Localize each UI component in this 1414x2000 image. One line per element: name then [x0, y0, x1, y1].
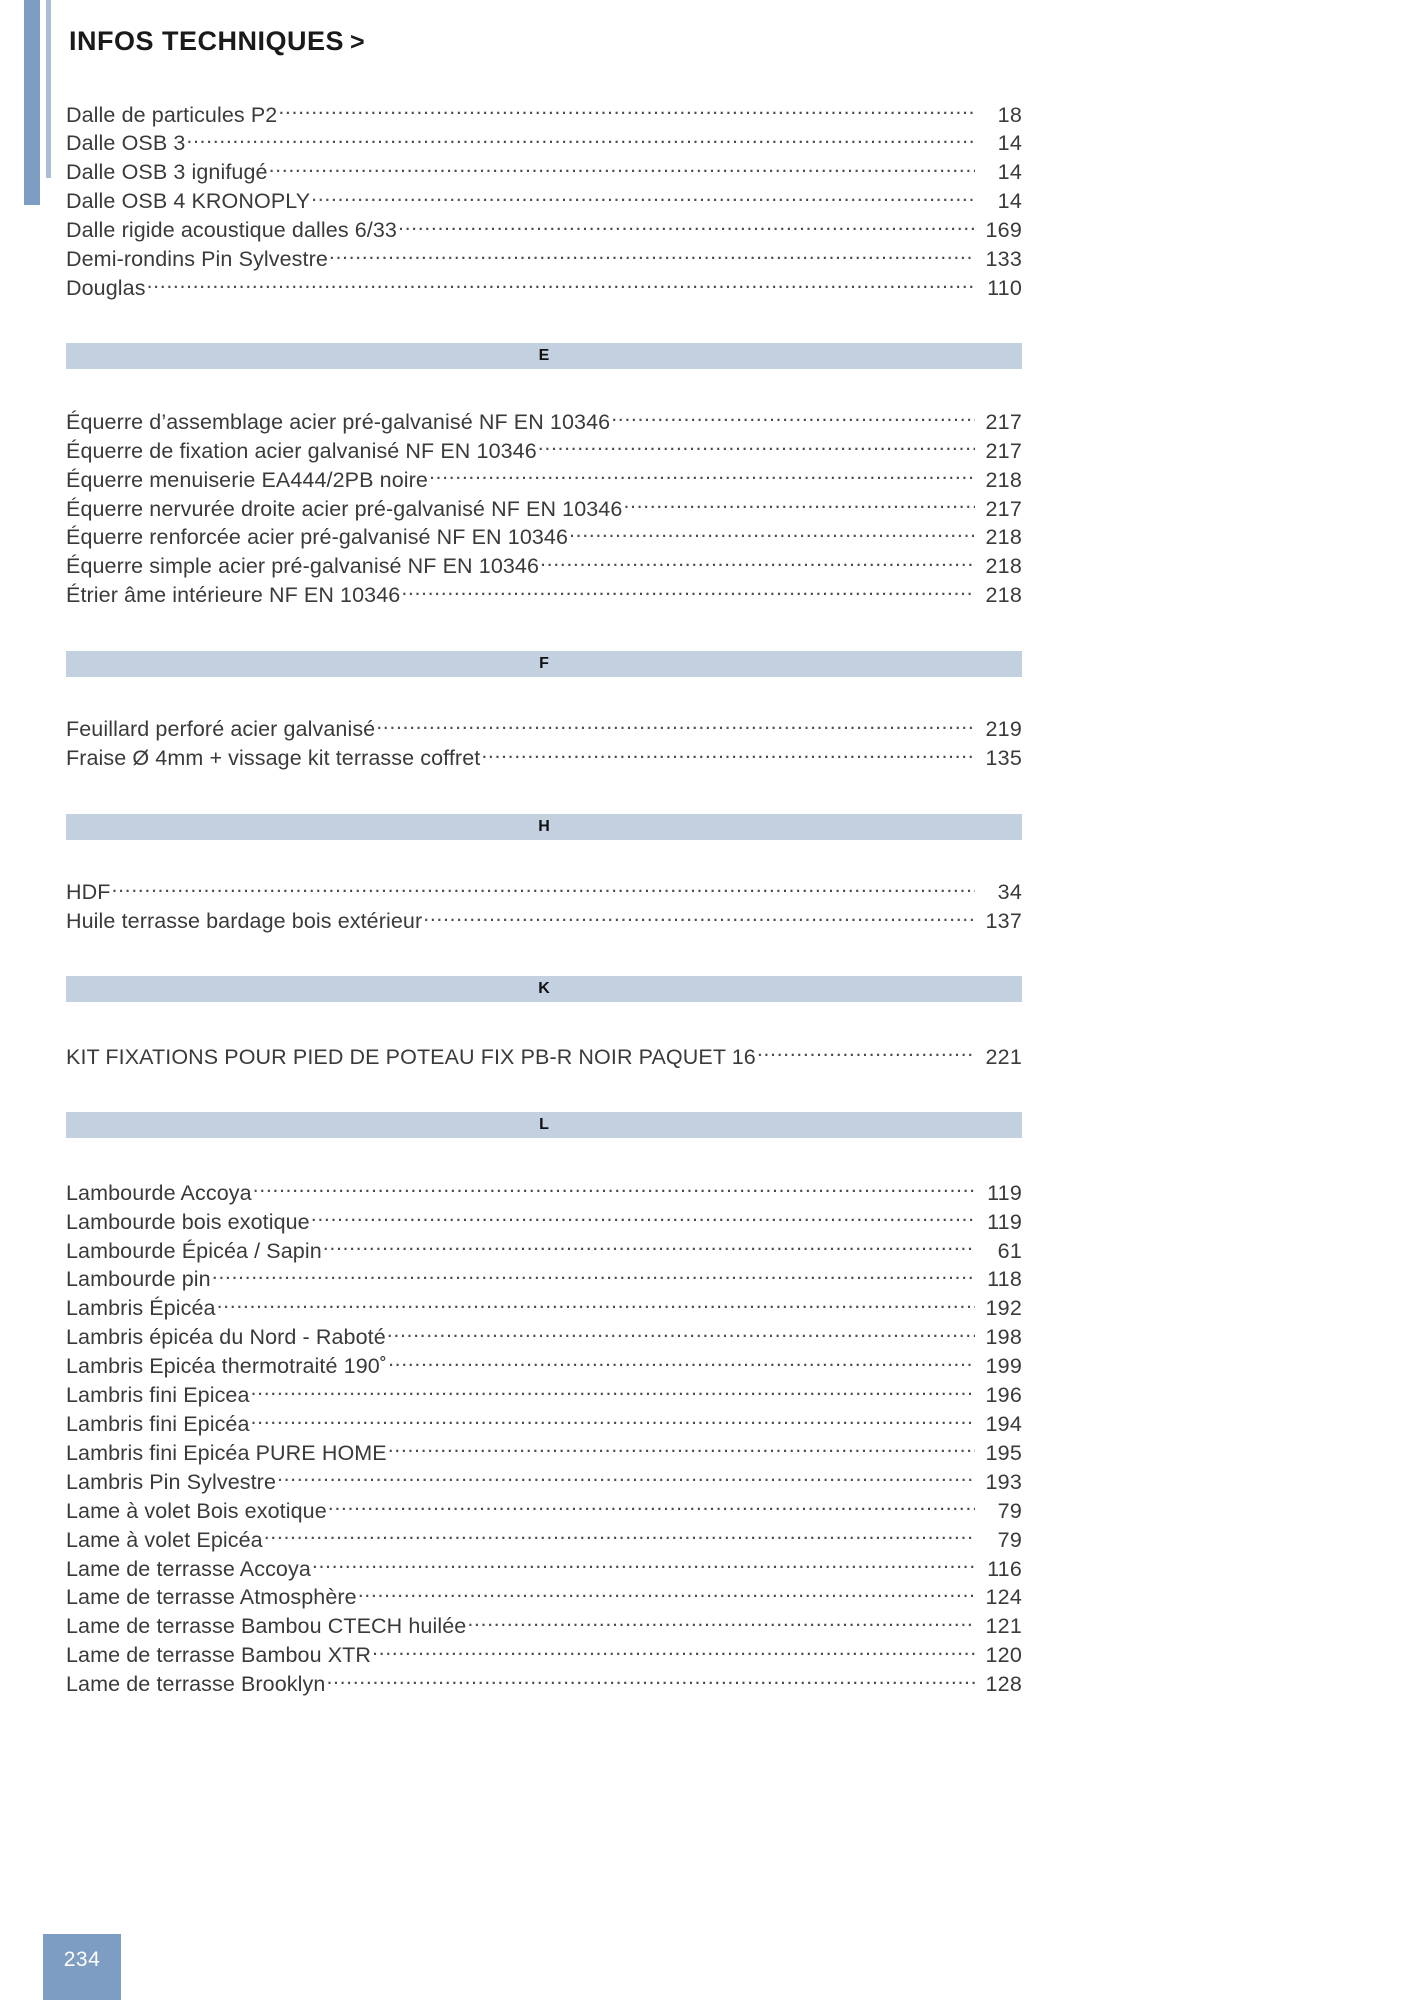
toc-entry-page-number: 218 — [985, 467, 1022, 492]
toc-entry[interactable] — [66, 581, 1022, 610]
toc-entry[interactable] — [66, 1554, 1022, 1583]
toc-entry-label: Lame de terrasse Accoya — [66, 1556, 311, 1581]
toc-entry-label: Lambris fini Epicea — [66, 1383, 250, 1408]
toc-entry[interactable] — [66, 1323, 1022, 1352]
toc-entry-label: Lame à volet Epicéa — [66, 1527, 263, 1552]
toc-entry-page-number: 119 — [987, 1180, 1022, 1205]
toc-entry-label: Lambris Epicéa thermotraité 190˚ — [66, 1354, 388, 1379]
toc-entry-page-number: 218 — [985, 525, 1022, 550]
entry-group — [66, 407, 1022, 609]
toc-entry[interactable] — [66, 906, 1022, 935]
toc-entry-label: Demi-rondins Pin Sylvestre — [66, 247, 328, 272]
toc-entry-dot-leader — [467, 1612, 975, 1634]
toc-entry-dot-leader — [757, 1042, 975, 1064]
toc-entry[interactable] — [66, 1236, 1022, 1265]
section-spacer — [66, 773, 1356, 814]
toc-entry-dot-leader — [277, 1467, 975, 1489]
toc-entry-dot-leader — [481, 744, 975, 766]
toc-entry-dot-leader — [278, 100, 975, 122]
toc-entry-page-number: 128 — [985, 1672, 1022, 1697]
toc-entry-page-number: 119 — [987, 1209, 1022, 1234]
toc-entry[interactable] — [66, 715, 1022, 744]
toc-entry[interactable] — [66, 1409, 1022, 1438]
toc-entry-label: Lame de terrasse Brooklyn — [66, 1672, 326, 1697]
toc-entry-dot-leader — [326, 1670, 975, 1692]
toc-entry[interactable] — [66, 1583, 1022, 1612]
toc-entry-page-number: 193 — [985, 1469, 1022, 1494]
toc-entry-dot-leader — [312, 1554, 975, 1576]
toc-entry-dot-leader — [376, 715, 975, 737]
toc-entry-label: Dalle rigide acoustique dalles 6/33 — [66, 218, 397, 243]
toc-entry[interactable] — [66, 216, 1022, 245]
toc-entry[interactable] — [66, 187, 1022, 216]
toc-entry-dot-leader — [540, 552, 975, 574]
toc-entry-label: Lame à volet Bois exotique — [66, 1498, 327, 1523]
toc-entry-dot-leader — [569, 523, 975, 545]
toc-entry[interactable] — [66, 1178, 1022, 1207]
toc-entry-dot-leader — [329, 245, 975, 267]
toc-entry-label: Lambourde Épicéa / Sapin — [66, 1238, 322, 1263]
section-spacer — [66, 369, 1356, 407]
toc-entry-page-number: 14 — [997, 189, 1022, 214]
toc-entry-label: HDF — [66, 880, 111, 904]
toc-entry-label: Équerre simple acier pré-galvanisé NF EN 10346 — [66, 554, 540, 579]
toc-entry-page-number: 218 — [985, 583, 1022, 608]
toc-entry-page-number: 121 — [985, 1614, 1022, 1639]
entry-group — [66, 1042, 1022, 1071]
section-spacer — [66, 840, 1356, 878]
toc-entry[interactable] — [66, 1352, 1022, 1381]
toc-entry-label: Douglas — [66, 275, 146, 300]
toc-entry-page-number: 221 — [985, 1044, 1022, 1069]
toc-entry-page-number: 169 — [985, 218, 1022, 243]
toc-entry-page-number: 198 — [985, 1325, 1022, 1350]
toc-entry-page-number: 217 — [985, 438, 1022, 463]
toc-entry-page-number: 196 — [985, 1383, 1022, 1408]
toc-entry[interactable] — [66, 1612, 1022, 1641]
toc-entry-dot-leader — [217, 1294, 975, 1316]
toc-entry[interactable] — [66, 1438, 1022, 1467]
toc-entry-page-number: 79 — [997, 1527, 1022, 1552]
toc-entry-label: Lambourde bois exotique — [66, 1209, 310, 1234]
toc-entry-page-number: 218 — [985, 554, 1022, 579]
toc-entry-dot-leader — [388, 1352, 975, 1374]
letter-section-header-h — [66, 814, 1022, 840]
toc-entry-label: Dalle OSB 3 — [66, 131, 186, 156]
toc-entry-label: Étrier âme intérieure NF EN 10346 — [66, 583, 401, 608]
toc-entry[interactable] — [66, 158, 1022, 187]
footer-page-number: 234 — [63, 1948, 101, 1971]
toc-entry-label: Lambourde pin — [66, 1267, 211, 1292]
toc-entry-dot-leader — [401, 581, 975, 603]
toc-entry-dot-leader — [323, 1236, 975, 1258]
toc-entry-dot-leader — [388, 1438, 975, 1460]
toc-entry[interactable] — [66, 273, 1022, 302]
toc-entry-page-number: 217 — [985, 409, 1022, 434]
toc-entry[interactable] — [66, 494, 1022, 523]
toc-entry-label: Équerre menuiserie EA444/2PB noire — [66, 467, 428, 492]
entry-group — [66, 1178, 1022, 1698]
section-spacer — [66, 935, 1356, 976]
toc-entry-label: Feuillard perforé acier galvanisé — [66, 717, 376, 742]
toc-entry-label: Équerre nervurée droite acier pré-galvanisé NF EN 10346 — [66, 496, 623, 521]
toc-entry[interactable] — [66, 1496, 1022, 1525]
toc-entry[interactable] — [66, 1207, 1022, 1236]
letter-section-label: H — [538, 817, 550, 835]
footer-page-number-badge — [43, 1934, 121, 2000]
toc-entry-page-number: 192 — [985, 1296, 1022, 1321]
toc-entry-dot-leader — [429, 465, 975, 487]
letter-section-label: K — [538, 980, 550, 998]
toc-entry[interactable] — [66, 465, 1022, 494]
toc-entry[interactable] — [66, 1042, 1022, 1071]
toc-entry[interactable] — [66, 744, 1022, 773]
entry-group — [66, 878, 1022, 936]
toc-entry-page-number: 137 — [985, 908, 1022, 933]
toc-entry-page-number: 118 — [987, 1267, 1022, 1292]
toc-entry[interactable] — [66, 523, 1022, 552]
toc-entry-label: Lambourde Accoya — [66, 1180, 252, 1205]
toc-entry-dot-leader — [387, 1323, 975, 1345]
toc-entry-label: Lame de terrasse Atmosphère — [66, 1585, 357, 1610]
toc-entry[interactable] — [66, 1265, 1022, 1294]
toc-entry-label: Lambris fini Epicéa PURE HOME — [66, 1440, 387, 1465]
letter-section-label: E — [538, 347, 550, 365]
letter-section-label: F — [539, 654, 549, 672]
toc-entry-page-number: 124 — [985, 1585, 1022, 1610]
toc-entry-dot-leader — [398, 216, 975, 238]
toc-entry-page-number: 194 — [985, 1411, 1022, 1436]
toc-entry-dot-leader — [328, 1496, 975, 1518]
toc-entry-label: Équerre de fixation acier galvanisé NF EN 10346 — [66, 438, 537, 463]
toc-entry-label: Lambris épicéa du Nord - Raboté — [66, 1325, 386, 1350]
toc-entry-dot-leader — [311, 1207, 975, 1229]
toc-entry[interactable] — [66, 878, 1022, 907]
toc-entry-dot-leader — [112, 878, 976, 900]
toc-entry-dot-leader — [611, 407, 975, 429]
toc-entry-dot-leader — [147, 273, 975, 295]
toc-entry[interactable] — [66, 407, 1022, 436]
toc-entry[interactable] — [66, 1467, 1022, 1496]
toc-entry-label: Lame de terrasse Bambou CTECH huilée — [66, 1614, 467, 1639]
page-title — [69, 26, 365, 57]
toc-entry-label: KIT FIXATIONS POUR PIED DE POTEAU FIX PB-R NOIR PAQUET 16 — [66, 1044, 756, 1069]
toc-entry-page-number: 14 — [997, 131, 1022, 156]
toc-entry-dot-leader — [358, 1583, 975, 1605]
toc-entry[interactable] — [66, 129, 1022, 158]
toc-entry-label: Lambris Pin Sylvestre — [66, 1469, 277, 1494]
section-spacer — [66, 677, 1356, 715]
toc-entry-page-number: 217 — [985, 496, 1022, 521]
toc-entry-page-number: 219 — [985, 717, 1022, 742]
toc-entry-label: Fraise Ø 4mm + vissage kit terrasse coffret — [66, 746, 481, 771]
toc-entry-dot-leader — [269, 158, 975, 180]
toc-entry-label: Équerre renforcée acier pré-galvanisé NF EN 10346 — [66, 525, 569, 550]
toc-entry[interactable] — [66, 552, 1022, 581]
letter-section-header-l — [66, 1112, 1022, 1138]
entry-group — [66, 715, 1022, 773]
section-spacer — [66, 1002, 1356, 1042]
toc-entry-dot-leader — [212, 1265, 975, 1287]
letter-section-header-f — [66, 651, 1022, 677]
toc-entry-dot-leader — [264, 1525, 975, 1547]
section-spacer — [66, 302, 1356, 343]
toc-entry[interactable] — [66, 1641, 1022, 1670]
toc-entry[interactable] — [66, 1294, 1022, 1323]
toc-entry[interactable] — [66, 245, 1022, 274]
toc-entry-page-number: 116 — [987, 1556, 1022, 1581]
toc-entry[interactable] — [66, 100, 1022, 129]
toc-entry-label: Lambris Épicéa — [66, 1296, 216, 1321]
toc-entry-page-number: 133 — [985, 247, 1022, 272]
page-title-text: INFOS TECHNIQUES — [69, 26, 345, 56]
toc-entry-dot-leader — [623, 494, 975, 516]
toc-entry-dot-leader — [311, 187, 975, 209]
toc-entry-dot-leader — [253, 1178, 975, 1200]
toc-entry-label: Lambris fini Epicéa — [66, 1411, 250, 1436]
toc-entry-page-number: 18 — [997, 102, 1022, 127]
chevron-right-icon: > — [350, 28, 366, 56]
toc-entry-page-number: 110 — [987, 275, 1022, 300]
toc-entry-dot-leader — [372, 1641, 975, 1663]
toc-entry-page-number: 61 — [997, 1238, 1022, 1263]
toc-entry[interactable] — [66, 1670, 1022, 1699]
toc-entry-label: Équerre d’assemblage acier pré-galvanisé NF EN 10346 — [66, 409, 611, 434]
section-spacer — [66, 1138, 1356, 1178]
toc-entry[interactable] — [66, 436, 1022, 465]
toc-entry-page-number: 79 — [997, 1498, 1022, 1523]
toc-entry-page-number: 199 — [985, 1354, 1022, 1379]
toc-entry-label: Huile terrasse bardage bois extérieur — [66, 908, 423, 933]
entry-group — [66, 100, 1022, 302]
toc-entry-label: Dalle OSB 3 ignifugé — [66, 160, 268, 185]
toc-entry-page-number: 14 — [997, 160, 1022, 185]
letter-section-header-e — [66, 343, 1022, 369]
toc-entry-page-number: 34 — [997, 880, 1022, 904]
section-spacer — [66, 1071, 1356, 1112]
letter-section-header-k — [66, 976, 1022, 1002]
toc-entry-label: Dalle de particules P2 — [66, 102, 278, 127]
toc-entry[interactable] — [66, 1525, 1022, 1554]
section-spacer — [66, 610, 1356, 651]
table-of-contents — [66, 100, 1356, 1699]
toc-entry-dot-leader — [538, 436, 975, 458]
toc-entry-dot-leader — [251, 1381, 975, 1403]
toc-entry-page-number: 135 — [985, 746, 1022, 771]
toc-entry-page-number: 195 — [985, 1440, 1022, 1465]
letter-section-label: L — [539, 1116, 549, 1134]
toc-entry-page-number: 120 — [985, 1643, 1022, 1668]
toc-entry-dot-leader — [251, 1409, 975, 1431]
toc-entry-label: Lame de terrasse Bambou XTR — [66, 1643, 372, 1668]
toc-entry-dot-leader — [423, 906, 975, 928]
toc-entry[interactable] — [66, 1381, 1022, 1410]
toc-entry-dot-leader — [186, 129, 975, 151]
toc-entry-label: Dalle OSB 4 KRONOPLY — [66, 189, 311, 214]
